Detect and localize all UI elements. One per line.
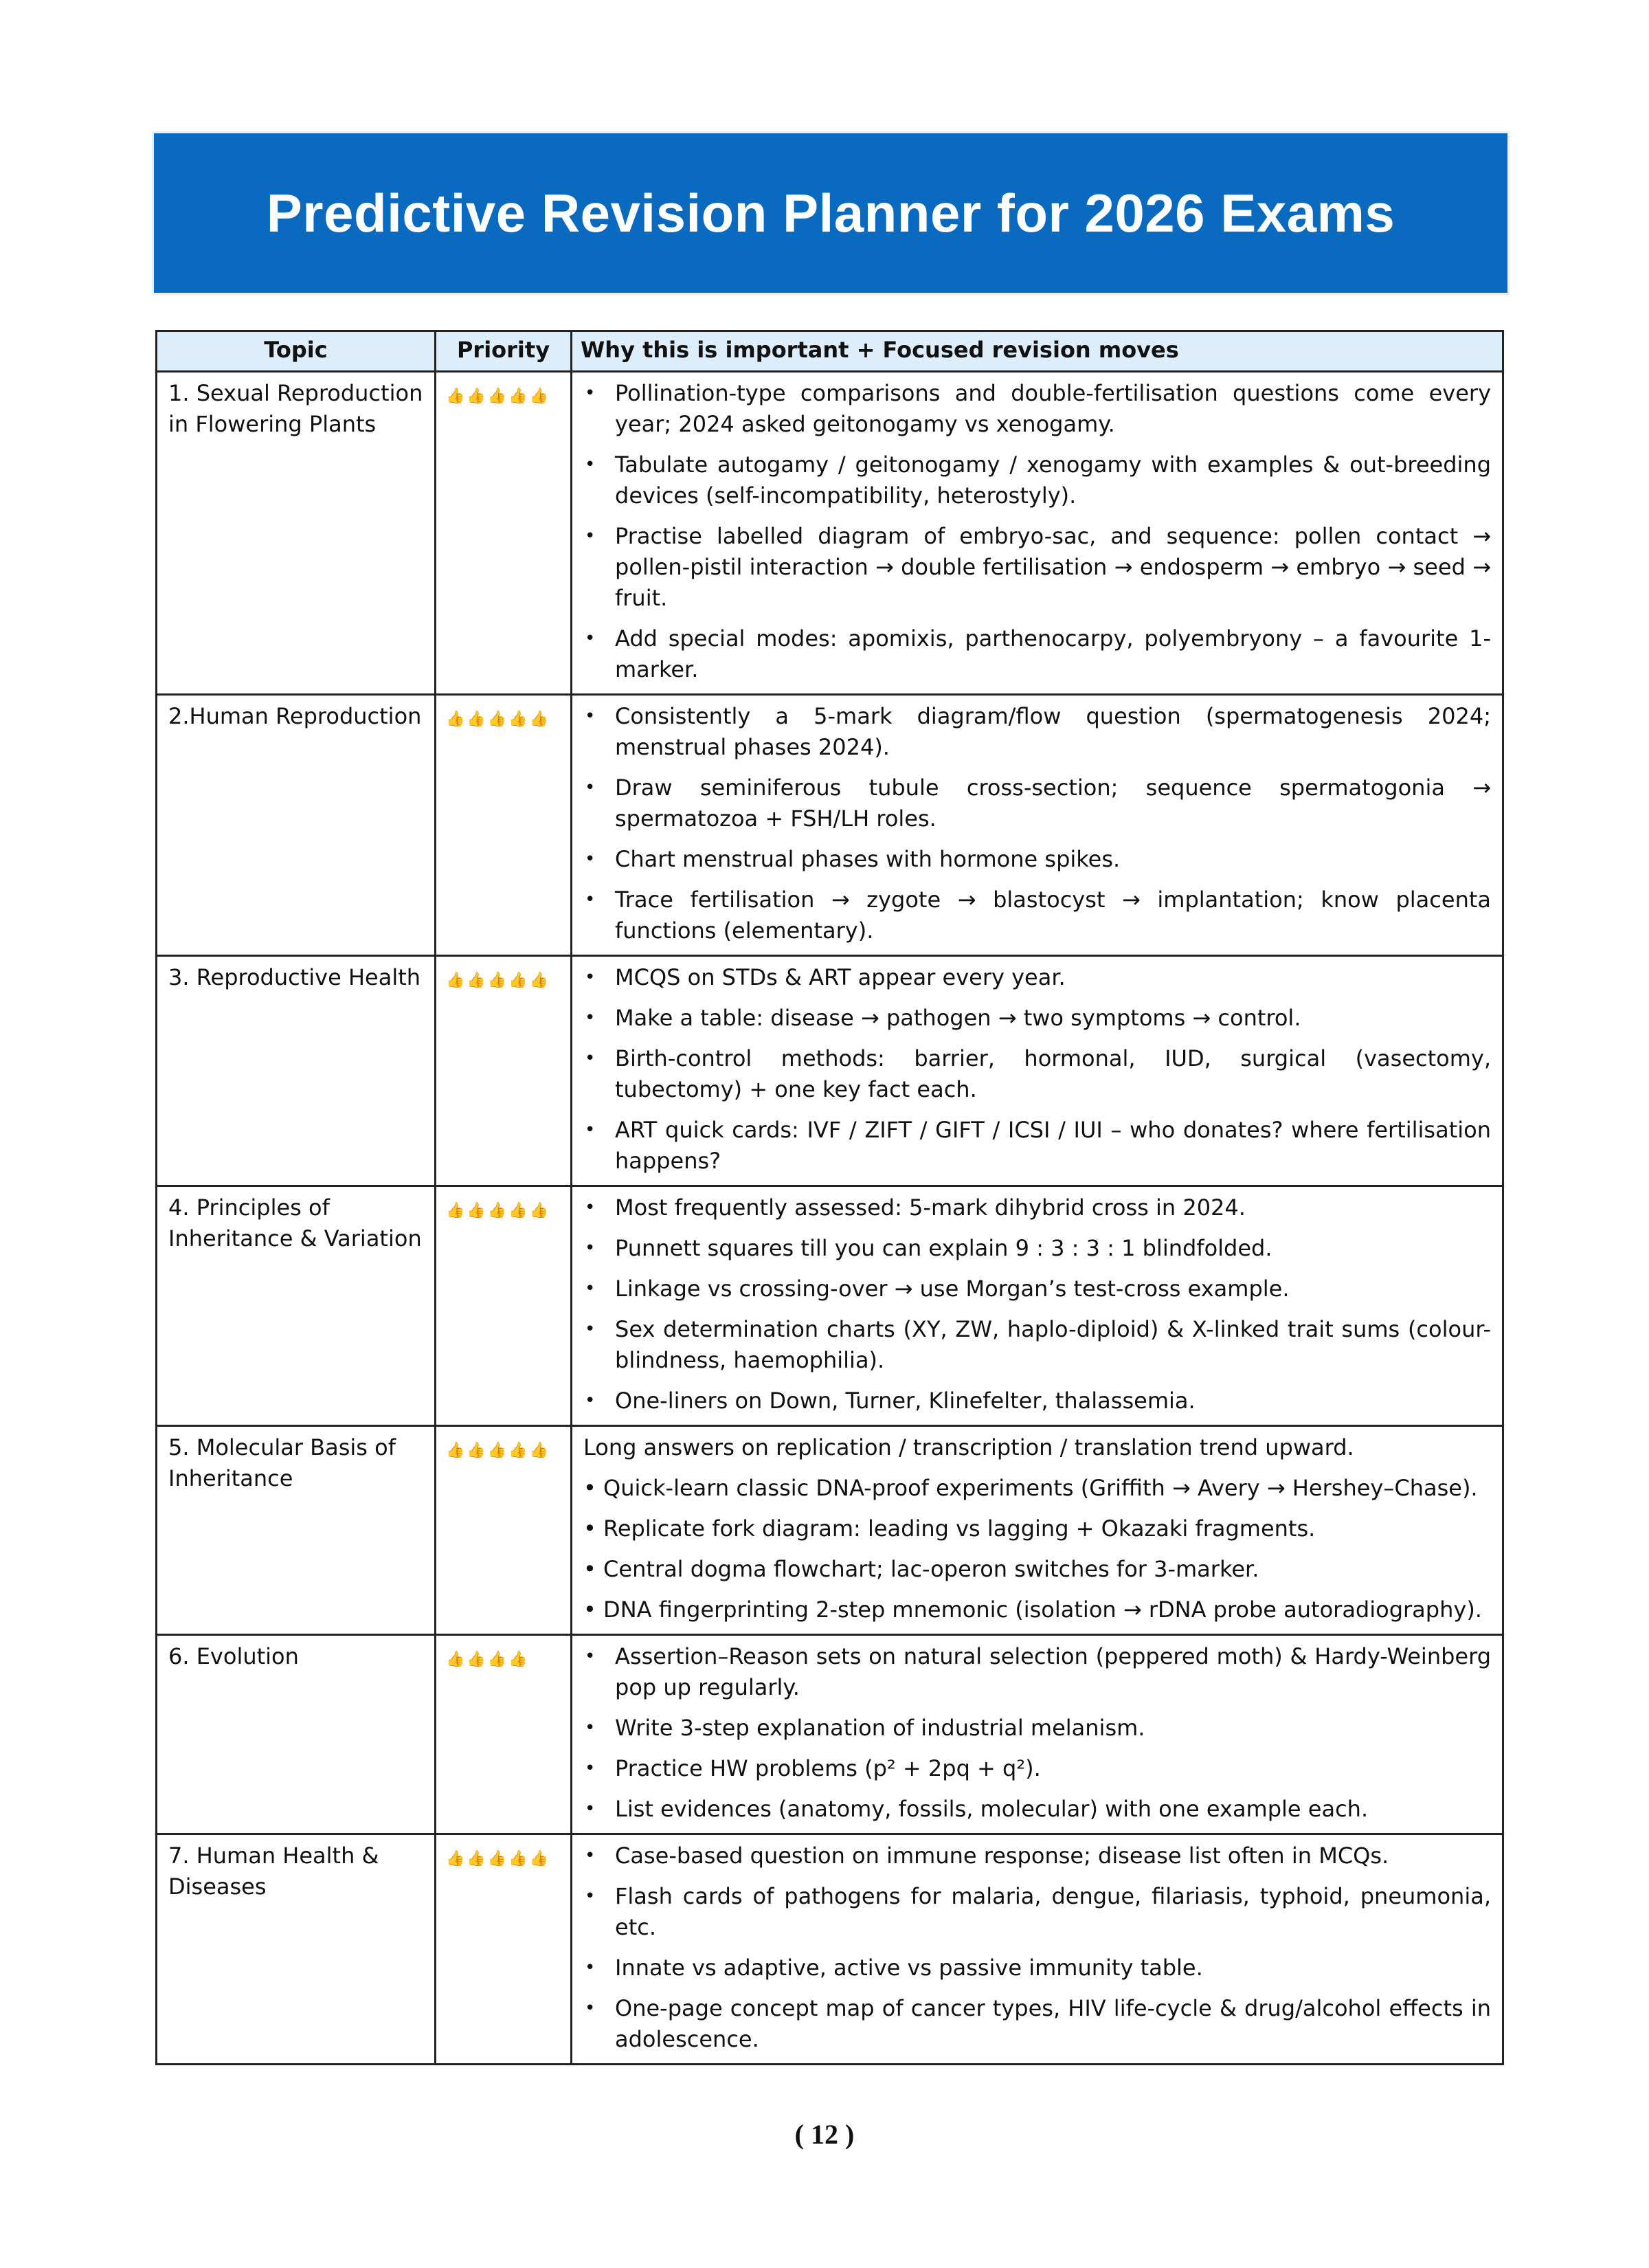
table-row: [157, 372, 1503, 695]
list-item: • ART quick cards: IVF / ZIFT / GIFT / ICSI / IUI – who donates? where fertilisation happens?: [583, 1115, 1491, 1177]
priority-thumbs-icons: 👍👍👍👍👍: [446, 711, 550, 728]
revision-moves-list: [583, 1432, 1491, 1625]
revision-moves-cell: [572, 372, 1503, 695]
priority-thumbs-icons: 👍👍👍👍👍: [446, 1442, 550, 1459]
priority-cell: [436, 1186, 572, 1426]
table-row: [157, 1426, 1503, 1635]
table-row: [157, 1635, 1503, 1834]
table-row: [157, 1186, 1503, 1426]
topic-cell: 3. Reproductive Health: [157, 956, 436, 1186]
list-item: • Write 3-step explanation of industrial melanism.: [583, 1713, 1491, 1744]
list-item: • Practice HW problems (p² + 2pq + q²).: [583, 1753, 1491, 1784]
priority-thumbs-icons: 👍👍👍👍👍: [446, 1850, 550, 1867]
priority-thumbs-icons: 👍👍👍👍: [446, 1651, 530, 1668]
revision-moves-list: [583, 1841, 1491, 2055]
list-item: Long answers on replication / transcription / translation trend upward.: [583, 1434, 1354, 1460]
list-item: • DNA fingerprinting 2-step mnemonic (isolation → rDNA probe autoradiography).: [583, 1597, 1482, 1623]
list-item: • Replicate fork diagram: leading vs lagging + Okazaki fragments.: [583, 1515, 1316, 1542]
list-item: • Birth-control methods: barrier, hormonal, IUD, surgical (vasectomy, tubectomy) + one key fact each.: [583, 1043, 1491, 1105]
table-header-row: [157, 331, 1503, 372]
page-number: ( 12 ): [794, 2119, 855, 2150]
topic-cell: 1. Sexual Reproduction in Flowering Plants: [157, 372, 436, 695]
revision-moves-cell: [572, 1426, 1503, 1635]
revision-moves-cell: [572, 1834, 1503, 2065]
table-row: [157, 1834, 1503, 2065]
list-item: • One-liners on Down, Turner, Klinefelter, thalassemia.: [583, 1386, 1491, 1416]
list-item: • Punnett squares till you can explain 9 : 3 : 3 : 1 blindfolded.: [583, 1233, 1491, 1264]
list-item: • Most frequently assessed: 5-mark dihybrid cross in 2024.: [583, 1192, 1491, 1223]
revision-moves-list: [583, 1641, 1491, 1825]
list-item: • Central dogma flowchart; lac-operon switches for 3-marker.: [583, 1556, 1259, 1582]
priority-cell: [436, 1426, 572, 1635]
topic-cell: 4. Principles of Inheritance & Variation: [157, 1186, 436, 1426]
revision-moves-cell: [572, 1186, 1503, 1426]
title-banner: [154, 133, 1507, 293]
revision-moves-cell: [572, 695, 1503, 956]
list-item: • MCQS on STDs & ART appear every year.: [583, 962, 1491, 993]
priority-cell: [436, 1834, 572, 2065]
page-title: Predictive Revision Planner for 2026 Exams: [266, 182, 1395, 243]
priority-thumbs-icons: 👍👍👍👍👍: [446, 1202, 550, 1219]
topic-cell: 6. Evolution: [157, 1635, 436, 1834]
list-item: • List evidences (anatomy, fossils, molecular) with one example each.: [583, 1794, 1491, 1825]
priority-thumbs-icons: 👍👍👍👍👍: [446, 972, 550, 989]
list-item: • Make a table: disease → pathogen → two symptoms → control.: [583, 1003, 1491, 1034]
revision-moves-list: [583, 962, 1491, 1177]
list-item: • Chart menstrual phases with hormone spikes.: [583, 844, 1491, 875]
topic-cell: 5. Molecular Basis of Inheritance: [157, 1426, 436, 1635]
list-item: • Practise labelled diagram of embryo-sac, and sequence: pollen contact → pollen-pistil interaction → double fertilisation → endosperm → embryo → seed → fruit.: [583, 521, 1491, 614]
table-row: [157, 956, 1503, 1186]
header-priority: Priority: [436, 331, 572, 372]
priority-cell: [436, 956, 572, 1186]
list-item: • Tabulate autogamy / geitonogamy / xenogamy with examples & out-breeding devices (self-incompatibility, heterostyly).: [583, 449, 1491, 511]
list-item: • Add special modes: apomixis, parthenocarpy, polyembryony – a favourite 1-marker.: [583, 623, 1491, 685]
revision-moves-cell: [572, 1635, 1503, 1834]
priority-thumbs-icons: 👍👍👍👍👍: [446, 388, 550, 405]
list-item: • Sex determination charts (XY, ZW, haplo-diploid) & X-linked trait sums (colour-blindness, haemophilia).: [583, 1314, 1491, 1376]
list-item: • Trace fertilisation → zygote → blastocyst → implantation; know placenta functions (elementary).: [583, 885, 1491, 946]
list-item: • Assertion–Reason sets on natural selection (peppered moth) & Hardy-Weinberg pop up regularly.: [583, 1641, 1491, 1703]
revision-moves-list: [583, 378, 1491, 685]
list-item: • One-page concept map of cancer types, HIV life-cycle & drug/alcohol effects in adolescence.: [583, 1993, 1491, 2055]
list-item: • Pollination-type comparisons and double-fertilisation questions come every year; 2024 asked geitonogamy vs xenogamy.: [583, 378, 1491, 440]
list-item: • Case-based question on immune response; disease list often in MCQs.: [583, 1841, 1491, 1871]
list-item: • Consistently a 5-mark diagram/flow question (spermatogenesis 2024; menstrual phases 2024).: [583, 701, 1491, 763]
revision-moves-cell: [572, 956, 1503, 1186]
priority-cell: [436, 1635, 572, 1834]
table-row: [157, 695, 1503, 956]
header-why: Why this is important + Focused revision moves: [572, 331, 1503, 372]
topic-cell: 2.Human Reproduction: [157, 695, 436, 956]
revision-planner-table: [155, 330, 1504, 2065]
revision-moves-list: [583, 1192, 1491, 1416]
list-item: • Innate vs adaptive, active vs passive immunity table.: [583, 1953, 1491, 1983]
topic-cell: 7. Human Health & Diseases: [157, 1834, 436, 2065]
header-topic: Topic: [157, 331, 436, 372]
list-item: • Quick-learn classic DNA-proof experiments (Griffith → Avery → Hershey–Chase).: [583, 1475, 1478, 1501]
table-body: [157, 372, 1503, 2065]
priority-cell: [436, 695, 572, 956]
list-item: • Draw seminiferous tubule cross-section; sequence spermatogonia → spermatozoa + FSH/LH roles.: [583, 772, 1491, 834]
list-item: • Flash cards of pathogens for malaria, dengue, filariasis, typhoid, pneumonia, etc.: [583, 1881, 1491, 1943]
revision-moves-list: [583, 701, 1491, 946]
priority-cell: [436, 372, 572, 695]
list-item: • Linkage vs crossing-over → use Morgan’s test-cross example.: [583, 1274, 1491, 1304]
